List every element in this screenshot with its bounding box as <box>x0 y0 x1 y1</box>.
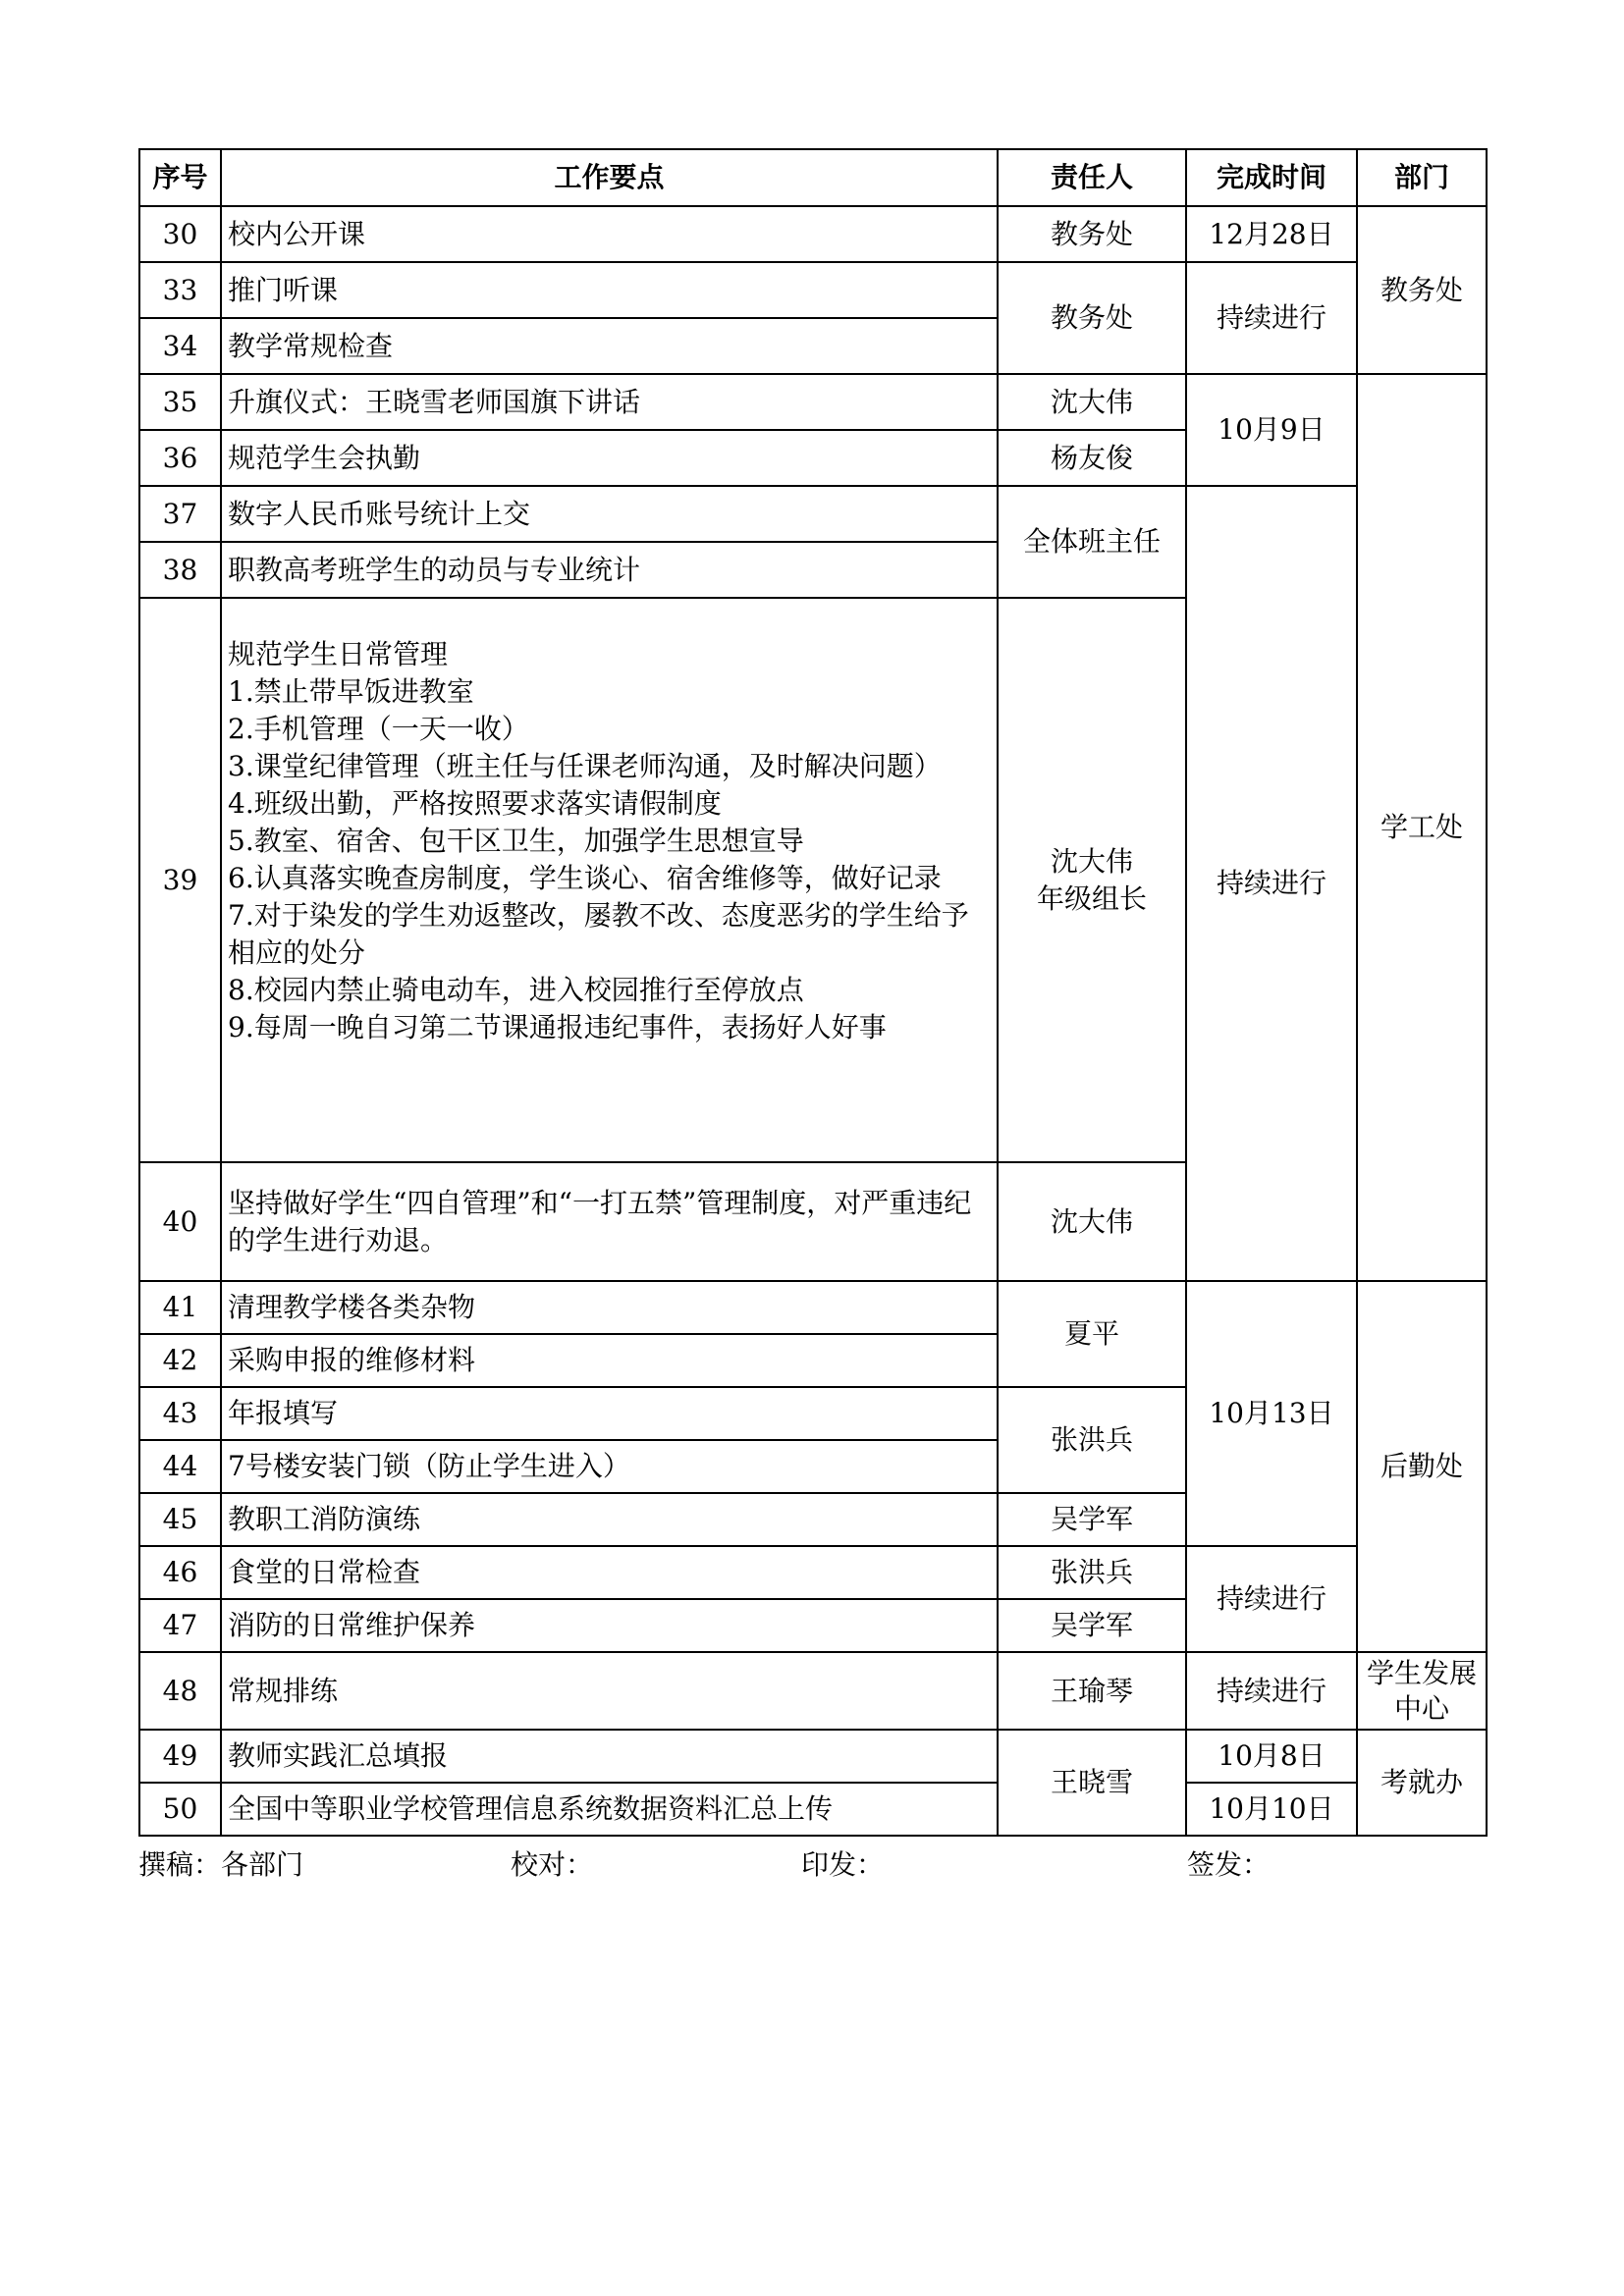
seq-cell: 40 <box>139 1162 221 1281</box>
due-cell: 10月8日 <box>1186 1730 1357 1783</box>
seq-cell: 30 <box>139 206 221 262</box>
seq-cell: 45 <box>139 1493 221 1546</box>
task-cell: 教师实践汇总填报 <box>221 1730 998 1783</box>
table-row <box>139 1730 1487 1783</box>
header-owner: 责任人 <box>998 149 1186 206</box>
table-row <box>139 1281 1487 1334</box>
task-line: 6.认真落实晚查房制度，学生谈心、宿舍维修等，做好记录 <box>228 862 942 894</box>
owner-cell: 张洪兵 <box>998 1387 1186 1493</box>
dept-cell: 考就办 <box>1357 1730 1487 1836</box>
table-row <box>139 1783 1487 1836</box>
task-cell: 采购申报的维修材料 <box>221 1334 998 1387</box>
owner-cell: 杨友俊 <box>998 430 1186 486</box>
owner-cell: 教务处 <box>998 262 1186 374</box>
task-line: 1.禁止带早饭进教室 <box>228 675 474 708</box>
header-task: 工作要点 <box>221 149 998 206</box>
due-cell: 持续进行 <box>1186 262 1357 374</box>
task-detail-cell <box>221 598 998 1162</box>
dept-cell: 教务处 <box>1357 206 1487 374</box>
header-due: 完成时间 <box>1186 149 1357 206</box>
task-line: 8.校园内禁止骑电动车，进入校园推行至停放点 <box>228 974 804 1006</box>
task-cell: 规范学生会执勤 <box>221 430 998 486</box>
owner-line: 沈大伟 <box>1050 844 1133 878</box>
task-cell: 数字人民币账号统计上交 <box>221 486 998 542</box>
seq-cell: 44 <box>139 1440 221 1493</box>
due-cell: 10月10日 <box>1186 1783 1357 1836</box>
footer-sign: 签发： <box>1187 1848 1271 1881</box>
due-cell: 持续进行 <box>1186 1652 1357 1730</box>
task-line: 3.课堂纪律管理（班主任与任课老师沟通，及时解决问题） <box>228 750 942 782</box>
due-cell: 10月9日 <box>1186 374 1357 486</box>
table-row <box>139 1652 1487 1730</box>
task-cell: 职教高考班学生的动员与专业统计 <box>221 542 998 598</box>
owner-cell <box>998 598 1186 1162</box>
seq-cell: 43 <box>139 1387 221 1440</box>
owner-cell: 张洪兵 <box>998 1546 1186 1599</box>
task-line: 2.手机管理（一天一收） <box>228 713 529 745</box>
task-cell: 全国中等职业学校管理信息系统数据资料汇总上传 <box>221 1783 998 1836</box>
seq-cell: 42 <box>139 1334 221 1387</box>
table-row <box>139 486 1487 542</box>
owner-line: 年级组长 <box>1036 881 1147 915</box>
task-line: 5.教室、宿舍、包干区卫生，加强学生思想宣导 <box>228 825 804 857</box>
table-row <box>139 374 1487 430</box>
owner-cell: 王瑜琴 <box>998 1652 1186 1730</box>
seq-cell: 36 <box>139 430 221 486</box>
task-cell: 年报填写 <box>221 1387 998 1440</box>
footer-proof: 校对： <box>511 1848 594 1881</box>
owner-cell: 吴学军 <box>998 1599 1186 1652</box>
table-row <box>139 262 1487 318</box>
task-cell: 校内公开课 <box>221 206 998 262</box>
task-cell: 升旗仪式：王晓雪老师国旗下讲话 <box>221 374 998 430</box>
due-cell: 10月13日 <box>1186 1281 1357 1546</box>
seq-cell: 41 <box>139 1281 221 1334</box>
task-cell: 教学常规检查 <box>221 318 998 374</box>
task-line: 7.对于染发的学生劝返整改，屡教不改、态度恶劣的学生给予相应的处分 <box>228 899 969 969</box>
table-row <box>139 1546 1487 1599</box>
owner-cell: 沈大伟 <box>998 1162 1186 1281</box>
owner-cell: 教务处 <box>998 206 1186 262</box>
seq-cell: 38 <box>139 542 221 598</box>
header-row <box>139 149 1487 206</box>
task-cell: 坚持做好学生“四自管理”和“一打五禁”管理制度，对严重违纪的学生进行劝退。 <box>221 1162 998 1281</box>
table-row <box>139 206 1487 262</box>
owner-cell: 吴学军 <box>998 1493 1186 1546</box>
header-seq: 序号 <box>139 149 221 206</box>
task-cell: 清理教学楼各类杂物 <box>221 1281 998 1334</box>
dept-cell: 学生发展中心 <box>1357 1652 1487 1730</box>
footer-print: 印发： <box>801 1848 885 1881</box>
seq-cell: 46 <box>139 1546 221 1599</box>
task-cell: 推门听课 <box>221 262 998 318</box>
footer-draft: 撰稿：各部门 <box>138 1848 304 1881</box>
owner-cell: 王晓雪 <box>998 1730 1186 1836</box>
seq-cell: 49 <box>139 1730 221 1783</box>
due-cell: 12月28日 <box>1186 206 1357 262</box>
task-cell: 消防的日常维护保养 <box>221 1599 998 1652</box>
task-cell: 食堂的日常检查 <box>221 1546 998 1599</box>
seq-cell: 33 <box>139 262 221 318</box>
owner-cell: 夏平 <box>998 1281 1186 1387</box>
seq-cell: 35 <box>139 374 221 430</box>
seq-cell: 39 <box>139 598 221 1162</box>
seq-cell: 50 <box>139 1783 221 1836</box>
task-line: 规范学生日常管理 <box>228 638 449 670</box>
task-line: 9.每周一晚自习第二节课通报违纪事件，表扬好人好事 <box>228 1011 887 1043</box>
work-plan-table <box>138 148 1488 1837</box>
seq-cell: 37 <box>139 486 221 542</box>
seq-cell: 34 <box>139 318 221 374</box>
header-dept: 部门 <box>1357 149 1487 206</box>
task-line: 4.班级出勤，严格按照要求落实请假制度 <box>228 787 722 820</box>
task-cell: 教职工消防演练 <box>221 1493 998 1546</box>
dept-cell: 后勤处 <box>1357 1281 1487 1652</box>
seq-cell: 47 <box>139 1599 221 1652</box>
due-cell: 持续进行 <box>1186 1546 1357 1652</box>
dept-cell: 学工处 <box>1357 374 1487 1281</box>
seq-cell: 48 <box>139 1652 221 1730</box>
owner-cell: 全体班主任 <box>998 486 1186 598</box>
document-footer <box>138 1845 1486 1885</box>
owner-cell: 沈大伟 <box>998 374 1186 430</box>
task-cell: 常规排练 <box>221 1652 998 1730</box>
due-cell: 持续进行 <box>1186 486 1357 1281</box>
task-cell: 7号楼安装门锁（防止学生进入） <box>221 1440 998 1493</box>
